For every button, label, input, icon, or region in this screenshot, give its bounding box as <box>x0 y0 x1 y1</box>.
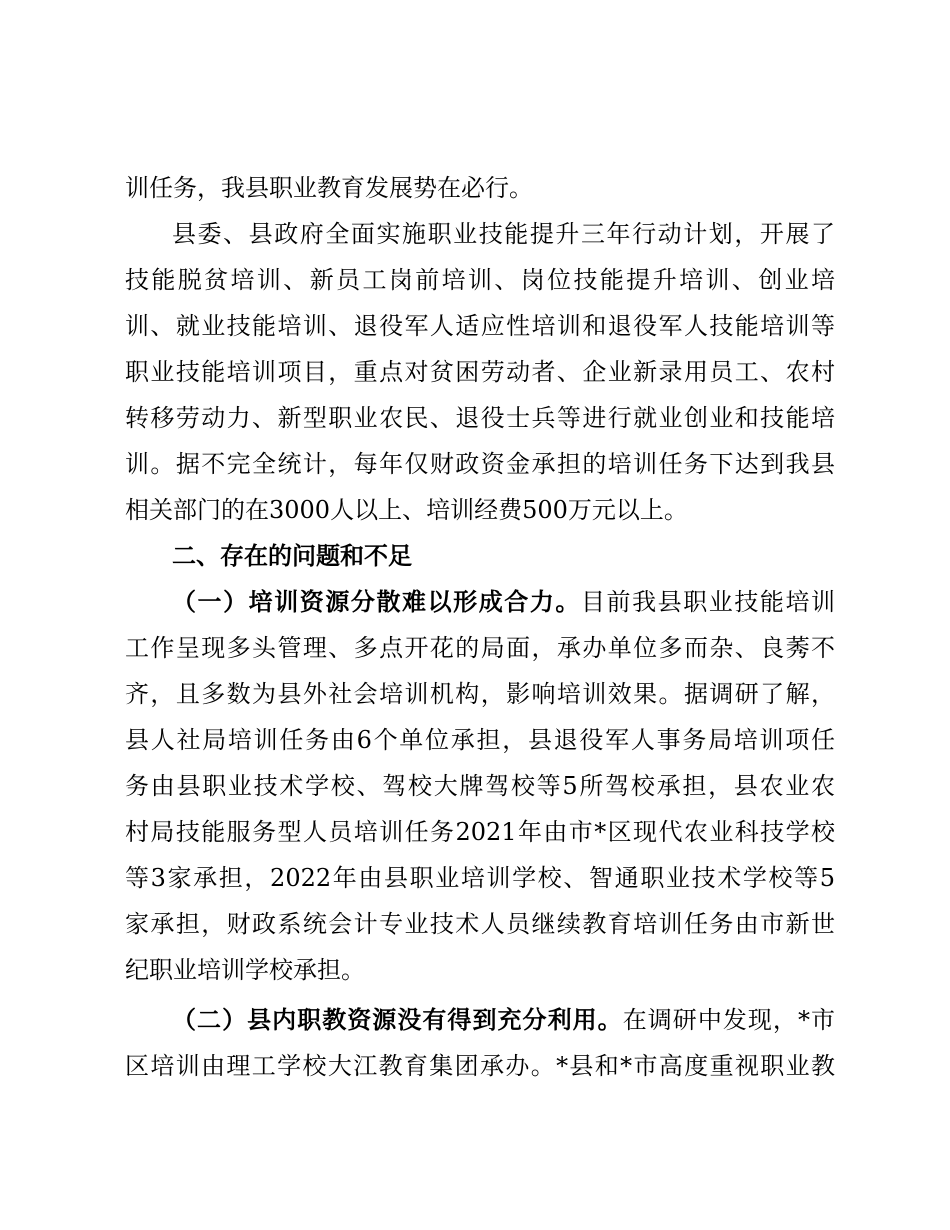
paragraph-text: 在调研中发现，*市 <box>622 1006 836 1034</box>
paragraph-line: 县委、县政府全面实施职业技能提升三年行动计划，开展了 <box>172 220 835 248</box>
paragraph-text: 目前我县职业技能培训 <box>580 588 836 616</box>
paragraph-line: 转移劳动力、新型职业农民、退役士兵等进行就业创业和技能培 <box>125 404 835 432</box>
paragraph-line: 相关部门的在3000人以上、培训经费500万元以上。 <box>125 496 688 524</box>
paragraph-line: 训。据不完全统计，每年仅财政资金承担的培训任务下达到我县 <box>125 450 835 478</box>
paragraph-line: 村局技能服务型人员培训任务2021年由市*区现代农业科技学校 <box>125 818 835 846</box>
paragraph-line: 齐，且多数为县外社会培训机构，影响培训效果。据调研了解， <box>125 680 835 708</box>
paragraph-line: 训任务，我县职业教育发展势在必行。 <box>125 174 533 202</box>
paragraph-line: 技能脱贫培训、新员工岗前培训、岗位技能提升培训、创业培 <box>125 266 835 294</box>
paragraph-line: 区培训由理工学校大江教育集团承办。*县和*市高度重视职业教 <box>125 1052 835 1080</box>
paragraph-line <box>172 1000 835 1040</box>
paragraph-line: 职业技能培训项目，重点对贫困劳动者、企业新录用员工、农村 <box>125 358 835 386</box>
subsection-title: （一）培训资源分散难以形成合力。 <box>172 587 581 616</box>
paragraph-line: 县人社局培训任务由6个单位承担，县退役军人事务局培训项任 <box>125 726 835 754</box>
paragraph-line <box>172 582 835 622</box>
paragraph-line: 家承担，财政系统会计专业技术人员继续教育培训任务由市新世 <box>125 910 835 938</box>
section-heading: 二、存在的问题和不足 <box>172 542 412 570</box>
subsection-title: （二）县内职教资源没有得到充分利用。 <box>172 1005 623 1034</box>
paragraph-line: 工作呈现多头管理、多点开花的局面，承办单位多而杂、良莠不 <box>125 634 835 662</box>
paragraph-line: 务由县职业技术学校、驾校大牌驾校等5所驾校承担，县农业农 <box>125 772 835 800</box>
paragraph-line: 纪职业培训学校承担。 <box>125 956 365 984</box>
paragraph-line: 训、就业技能培训、退役军人适应性培训和退役军人技能培训等 <box>125 312 835 340</box>
paragraph-line: 等3家承担，2022年由县职业培训学校、智通职业技术学校等5 <box>125 864 835 892</box>
